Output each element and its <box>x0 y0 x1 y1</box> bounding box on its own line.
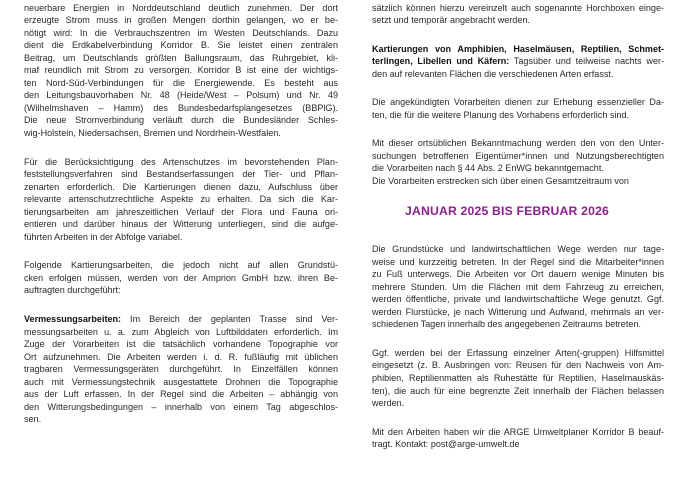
right-column <box>372 0 664 467</box>
text-line: auch mit Vermessungstechnik ausgestattete Drohnen die Topographie <box>24 376 338 387</box>
surveying-paragraph <box>24 313 338 426</box>
text-line: suchungen betroffenen Eigentümer*innen und Nutzungsberechtigten <box>372 150 664 161</box>
text-line: auftragten durchgeführt: <box>24 285 121 296</box>
text-line: tragbaren Vermessungsgeräten durchgeführt. In Einzelfällen können <box>24 364 338 375</box>
text-line: den auf relevanten Flächen die verschiedenen Arten erfasst. <box>372 68 614 79</box>
mapping-work-intro <box>24 259 338 297</box>
text-line: zu Fuß unterwegs. Die Arbeiten vor Ort dauern wenige Minuten bis <box>372 269 664 280</box>
text-line: Die Vorarbeiten erstrecken sich über einen Gesamtzeitraum von <box>372 176 629 187</box>
text-line: setzt und temporär angebracht werden. <box>372 15 530 26</box>
text-line: relevante artenschutzrechtliche Aspekte zu erhalten. Da sich die Kar- <box>24 194 338 205</box>
access-paragraph <box>372 243 664 331</box>
text-line: messungsarbeiten u. a. zum Abgleich von Luftbilddaten erforderlich. Im <box>24 326 338 337</box>
text-line: Folgende Kartierungsarbeiten, die jedoch nicht auf allen Grundstü- <box>24 260 338 271</box>
text-line: schiedenen Tagen innerhalb des angegebenen Zeitraums betreten. <box>372 319 641 330</box>
text-line: entieren und darüber hinaus der Witterung unterliegen, sind die aufge- <box>24 219 338 230</box>
announcement-paragraph <box>372 137 664 187</box>
text-line: feststellungsverfahren sind Bestandserfassungen der Tier- und Pflan- <box>24 169 338 180</box>
text-line <box>372 55 664 68</box>
text-line: Mit dieser ortsüblichen Bekanntmachung werden den von den Unter- <box>372 138 664 149</box>
species-protection-paragraph <box>24 156 338 244</box>
left-column <box>24 0 338 442</box>
text-line: Die neue Stromverbindung verläuft durch die Bundesländer Schles- <box>24 115 338 126</box>
text-line: dient die Erdkabelverbindung Korridor B. Sie leistet einen zentralen <box>24 40 338 51</box>
species-mapping-heading: Kartierungen von Amphibien, Haselmäusen, Reptilien, Schmet- <box>372 43 664 54</box>
text-line: phibien, Reptilienmatten als Ruhestätte für Reptilien, Haselmauskäs- <box>372 373 664 384</box>
text-line: maf reundlich mit Strom zu versorgen. Korridor B ist eine der wichtigs- <box>24 65 338 76</box>
text-line: zenarten erforderlich. Die Kartierungen dienen dazu, Aufschluss über <box>24 181 338 192</box>
text-line: Mit den Arbeiten haben wir die ARGE Umweltplaner Korridor B beauf- <box>372 426 664 437</box>
text-line: werden öffentliche, private und landwirtschaftliche Wege genutzt. Ggf. <box>372 294 664 305</box>
text-line: Beitrag, um Deutschlands größten Ballungsraum, das Ruhrgebiet, kli- <box>24 52 338 63</box>
text-line: werden. <box>372 398 405 409</box>
text-line: Für die Berücksichtigung des Artenschutzes im bevorstehenden Plan- <box>24 156 338 167</box>
contact-paragraph <box>372 426 664 451</box>
text-line: nötigt wird: In die Verbrauchszentren im Westen Deutschlands. Dazu <box>24 27 338 38</box>
text-line: tierungsarbeiten am jahreszeitlichen Verlauf der Flora und Fauna ori- <box>24 206 338 217</box>
text-line: sätzlich können hierzu vereinzelt auch sogenannte Horchboxen einge- <box>372 2 664 13</box>
text-line: Ggf. werden bei der Erfassung einzelner Arten(-gruppen) Hilfsmittel <box>372 347 664 358</box>
listening-boxes-paragraph <box>372 0 664 27</box>
intro-paragraph <box>24 0 338 140</box>
contact-line: tragt. Kontakt: post@arge-umwelt.de <box>372 439 520 450</box>
text-line: erzeugte Strom muss in großen Mengen dorthin gelangen, wo er be- <box>24 15 338 26</box>
text-line: werden Flurstücke, je nach Witterung und Aufwand, mehrmals an ver- <box>372 306 664 317</box>
text-line: wig-Holstein, Niedersachsen, Bremen und Nordrhein-Westfalen. <box>24 128 281 139</box>
text-line: den Leitungsbauvorhaben Nr. 48 (Heide/West – Polsum) und Nr. 49 <box>24 90 338 101</box>
text-line: (Wilhelmshaven – Hamm) des Bundesbedarfsplangesetzes (BBPlG). <box>24 102 338 113</box>
text-line: Ort aufzunehmen. Die Arbeiten werden i. d. R. fußläufig mit üblichen <box>24 351 338 362</box>
text-line: neuerbare Energien in Norddeutschland deutlich zunehmen. Der dort <box>24 2 338 13</box>
text-line: die Vorarbeiten nach § 44 Abs. 2 EnWG bekanntgemacht. <box>372 163 604 174</box>
work-period-heading: JANUAR 2025 BIS FEBRUAR 2026 <box>404 203 610 218</box>
surveying-heading: Vermessungsarbeiten: <box>24 314 122 325</box>
text-line: weise und kurzzeitig betreten. In der Regel sind die Mitarbeiter*innen <box>372 256 664 267</box>
text-line: eingesetzt (z. B. Ausbringen von: Reusen für den Nachweis von Am- <box>372 360 664 371</box>
text-line: Die Grundstücke und landwirtschaftlichen Wege werden nur tage- <box>372 244 664 255</box>
purpose-paragraph <box>372 96 664 121</box>
text-line: Die angekündigten Vorarbeiten dienen zur Erhebung essenzieller Da- <box>372 97 664 108</box>
text-line: ten), die auch für eine begrenzte Zeit innerhalb der Flächen belassen <box>372 385 664 396</box>
text-line: Zuge der Vorarbeiten ist die tatsächlich vorhandene Topographie vor <box>24 339 338 350</box>
text-line: ten, die für die weitere Planung des Vorhabens erforderlich sind. <box>372 109 629 120</box>
species-mapping-text-start: Tagsüber und teilweise nachts wer- <box>509 56 665 67</box>
text-line: ten Nord-Süd-Verbindungen für die Energiewende. Es besteht aus <box>24 77 338 88</box>
text-line: führten Arbeiten in der Abfolge variabel. <box>24 231 183 242</box>
text-line: den Witterungsbedingungen – innerhalb von einem Tag abgeschlos- <box>24 401 338 412</box>
aids-paragraph <box>372 347 664 410</box>
text-line: sen. <box>24 414 42 425</box>
text-line: mehrere Stunden. Um die Flächen mit dem Fahrzeug zu erreichen, <box>372 281 664 292</box>
text-line <box>24 313 338 326</box>
text-line: aus der Luft erfassen. In der Regel sind die Arbeiten – abhängig von <box>24 389 338 400</box>
surveying-text-start: Im Bereich der geplanten Trasse sind Ver- <box>121 314 338 325</box>
species-mapping-paragraph <box>372 43 664 81</box>
species-mapping-heading-cont: terlingen, Libellen und Käfern: <box>372 56 510 67</box>
text-line: cken erfolgen müssen, werden von der Amprion GmbH bzw. ihren Be- <box>24 272 338 283</box>
